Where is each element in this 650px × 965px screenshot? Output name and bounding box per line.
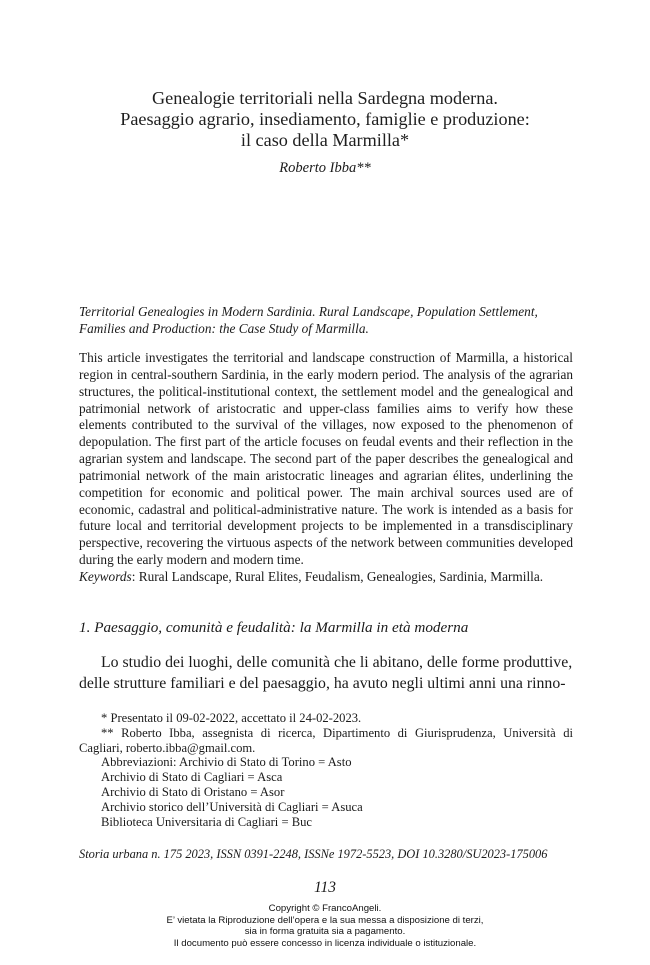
copyright-line: Il documento può essere concesso in licenza individuale o istituzionale. [173,937,477,949]
copyright-line: E’ vietata la Riproduzione dell’opera e la sua messa a disposizione di terzi, [166,914,484,926]
author-name: Roberto Ibba** [279,160,371,176]
footnote-abbreviation: Abbreviazioni: Archivio di Stato di Torino = Asto [101,755,352,770]
title-line: Genealogie territoriali nella Sardegna moderna. [152,88,498,108]
body-line: Lo studio dei luoghi, delle comunità che li abitano, delle forme produttive, [101,654,573,671]
footnote-submission: * Presentato il 09-02-2022, accettato il 24-02-2023. [101,711,362,725]
copyright-notice [0,903,650,949]
footnote-abbreviation: Archivio di Stato di Oristano = Asor [101,784,285,799]
keywords-label: Keywords [79,569,132,584]
section-heading: 1. Paesaggio, comunità e feudalità: la Marmilla in età moderna [79,619,469,636]
page-number: 113 [313,879,337,896]
copyright-line: Copyright © FrancoAngeli. [268,903,382,914]
article-title [60,88,590,151]
footnote-abbreviation: Biblioteca Universitaria di Cagliari = Buc [101,814,312,829]
english-title: Territorial Genealogies in Modern Sardinia. Rural Landscape, Population Settlement, Families and Production: the Case Study of Marmilla. [79,304,538,336]
title-line: il caso della Marmilla* [240,130,410,150]
journal-citation: Storia urbana n. 175 2023, ISSN 0391-2248, ISSNe 1972-5523, DOI 10.3280/SU2023-175006 [79,847,548,861]
footnote-abbreviation: Archivio di Stato di Cagliari = Asca [101,770,283,785]
footnotes [79,711,573,829]
abstract: This article investigates the territorial and landscape construction of Marmilla, a historical region in central-southern Sardinia, in the early modern period. The analysis of the agrarian structures, the political-institutional context, the settlement model and the genealogical and patrimonial network of aristocratic and upper-class families aims to verify how these elements contributed to the survival of the villages, now exposed to the phenomenon of depopulation. The first part of the article focuses on feudal events and their reflection in the agrarian system and landscape. The second part of the paper describes the genealogical and patrimonial network of the main aristocratic lineages and agrarian élites, underlining the competition for economic and political power. The main archival sources used are of economic, cadastral and political-administrative nature. The work is intended as a basis for future local and territorial development projects to be implemented in a transdisciplinary perspective, recovering the virtuous aspects of the network between communities developed during the early modern and modern time. [79,350,573,568]
title-line: Paesaggio agrario, insediamento, famiglie e produzione: [120,109,530,129]
copyright-line: sia in forma gratuita sia a pagamento. [244,926,406,938]
keywords [79,568,573,585]
body-text [79,652,573,694]
footnote-author-email: Cagliari, roberto.ibba@gmail.com. [79,740,256,755]
keywords-list: : Rural Landscape, Rural Elites, Feudalism, Genealogies, Sardinia, Marmilla. [131,569,544,584]
body-line: delle strutture familiari e del paesaggio, ha avuto negli ultimi anni una rinno- [79,675,566,692]
footnote-author-affiliation: ** Roberto Ibba, assegnista di ricerca, Dipartimento di Giurisprudenza, Università di [101,725,573,740]
footnote-abbreviation: Archivio storico dell’Università di Cagliari = Asuca [101,799,363,814]
